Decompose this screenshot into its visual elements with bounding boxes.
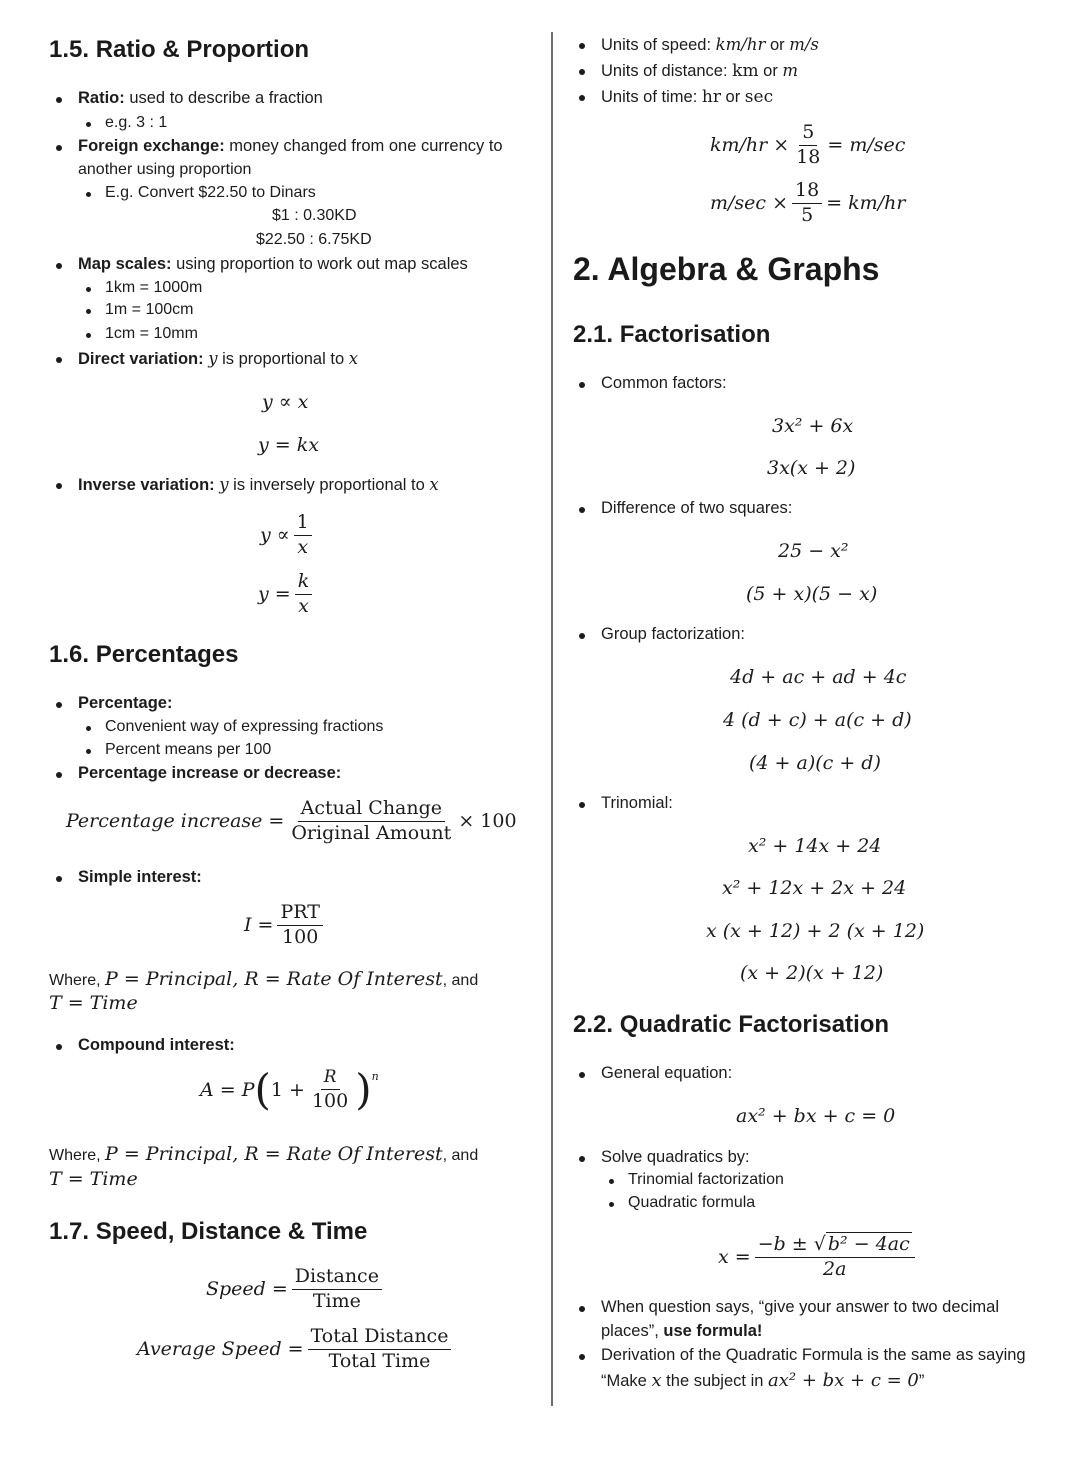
bullet-solve-quadratics: Solve quadratics by: [601, 1148, 750, 1166]
eq-conversion-2: m/sec × $\frac{18}{5}$ = km/hr [710, 179, 906, 226]
eq-general: ax² + bx + c = 0 [736, 1105, 896, 1127]
bullet-units-distance: Units of distance: km or m [601, 61, 799, 81]
bullet-diff-squares: Difference of two squares: [601, 499, 793, 517]
bullet-trinomial: Trinomial: [601, 794, 673, 812]
bullet-general-equation: General equation: [601, 1064, 733, 1082]
eq-direct-1: y ∝ x [262, 391, 309, 413]
bullet-inverse-variation: Inverse variation: y is inversely proportional to x [78, 475, 439, 494]
section-title-ratio: 1.5. Ratio & Proportion [49, 36, 310, 63]
eq-inverse-1: y ∝ $\frac{1}{x}$ [260, 512, 316, 559]
eq-quadratic-formula: x = $\frac{\text{−b ± √ b² − 4ac}}{2a}$ [718, 1234, 919, 1281]
eq-percentage-increase: Percentage increase = $\frac{\text{Actual Change}}{\text{Original Amount}}$ × 100 [66, 797, 517, 844]
column-divider [551, 32, 553, 1406]
section-title-quadratic: 2.2. Quadratic Factorisation [573, 1011, 890, 1038]
sub-bullet-fx-eg: E.g. Convert $22.50 to Dinars [105, 184, 316, 201]
map-item: 1cm = 10mm [105, 325, 198, 342]
solve-item: Quadratic formula [628, 1194, 756, 1211]
pct-item: Convenient way of expressing fractions [105, 718, 384, 735]
fx-line-2: $22.50 : 6.75KD [256, 231, 372, 248]
note-formula: When question says, “give your answer to two decimal [601, 1298, 1000, 1316]
bullet-group-factorization: Group factorization: [601, 625, 745, 643]
eq-cf-1: 3x² + 6x [772, 415, 854, 437]
eq-inverse-2: y = $\frac{k}{x}$ [258, 571, 316, 618]
bullet-direct-variation: Direct variation: y is proportional to x [78, 349, 359, 368]
eq-gf-2: 4 (d + c) + a(c + d) [723, 709, 912, 731]
bullet-pct-increase: Percentage increase or decrease: [78, 764, 342, 782]
where-line-2b: T = Time [49, 1168, 138, 1190]
where-line-2: Where, P = Principal, R = Rate Of Interest, and [49, 1143, 479, 1165]
eq-average-speed: Average Speed = $\frac{\text{Total Distance}}{\text{Total Time}}$ [137, 1326, 455, 1373]
pct-item: Percent means per 100 [105, 741, 272, 758]
eq-gf-3: (4 + a)(c + d) [749, 752, 881, 774]
section-title-speed: 1.7. Speed, Distance & Time [49, 1218, 368, 1245]
eq-tri-3: x (x + 12) + 2 (x + 12) [706, 920, 925, 942]
eq-simple-interest: I = $\frac{\text{PRT}}{100}$ [244, 902, 327, 949]
eq-conversion-1: km/hr × $\frac{5}{18}$ = m/sec [710, 121, 906, 168]
eq-tri-2: x² + 12x + 2x + 24 [722, 877, 907, 899]
bullet-simple-interest: Simple interest: [78, 868, 202, 886]
where-line-1b: T = Time [49, 992, 138, 1014]
fx-line-1: $1 : 0.30KD [272, 207, 357, 224]
solve-item: Trinomial factorization [628, 1171, 784, 1188]
foreign-exchange-cont: another using proportion [78, 161, 252, 178]
eq-tri-1: x² + 14x + 24 [748, 835, 882, 857]
section-title-factorisation: 2.1. Factorisation [573, 321, 771, 348]
bullet-map-scales: Map scales: using proportion to work out map scales [78, 255, 468, 273]
section-title-percentages: 1.6. Percentages [49, 641, 239, 668]
eq-ds-1: 25 − x² [778, 540, 849, 562]
note-derivation: Derivation of the Quadratic Formula is the same as saying [601, 1346, 1026, 1364]
eq-compound-interest: A = P ( 1 + $\frac{R}{100}$ ) n [200, 1065, 379, 1115]
bullet-units-speed: Units of speed: km/hr or m/s [601, 35, 819, 54]
eq-tri-4: (x + 2)(x + 12) [740, 962, 884, 984]
map-item: 1km = 1000m [105, 279, 203, 296]
eq-ds-2: (5 + x)(5 − x) [746, 583, 878, 605]
eq-gf-1: 4d + ac + ad + 4c [730, 666, 907, 688]
bullet-foreign-exchange: Foreign exchange: money changed from one currency to [78, 137, 503, 155]
bullet-ratio: Ratio: used to describe a fraction [78, 89, 323, 107]
bullet-compound-interest: Compound interest: [78, 1036, 235, 1054]
bullet-common-factors: Common factors: [601, 374, 727, 392]
eq-direct-2: y = kx [258, 434, 319, 456]
sub-bullet-ratio-eg: e.g. 3 : 1 [105, 114, 168, 131]
chapter-title-algebra: 2. Algebra & Graphs [573, 251, 880, 287]
eq-cf-2: 3x(x + 2) [767, 457, 856, 479]
note-formula-cont: places”, use formula! [601, 1322, 763, 1340]
map-item: 1m = 100cm [105, 301, 194, 318]
bullet-units-time: Units of time: hr or sec [601, 87, 774, 107]
note-derivation-cont: “Make x the subject in ax² + bx + c = 0” [601, 1370, 925, 1391]
bullet-percentage: Percentage: [78, 694, 173, 712]
eq-speed: Speed = $\frac{\text{Distance}}{\text{Time}}$ [206, 1266, 386, 1313]
where-line-1: Where, P = Principal, R = Rate Of Interest, and [49, 968, 479, 990]
